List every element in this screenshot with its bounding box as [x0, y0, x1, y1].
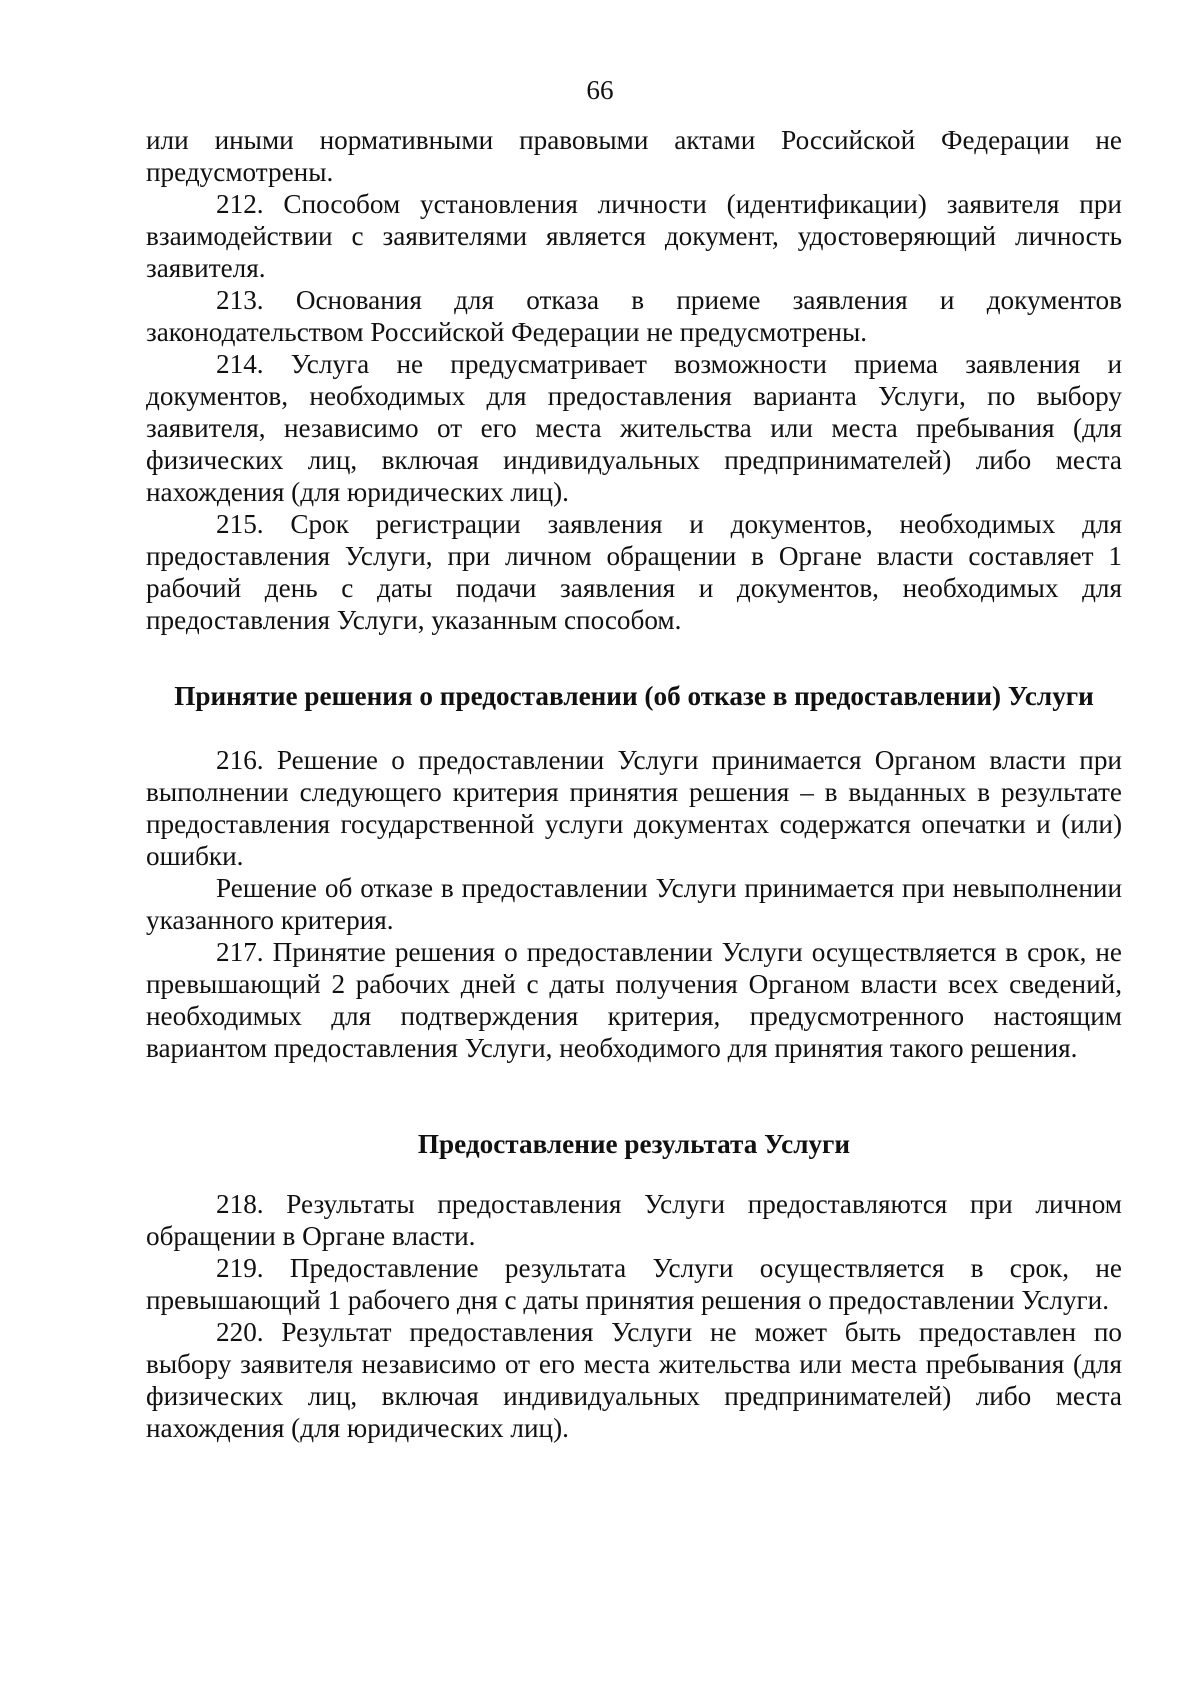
- paragraph-220: 220. Результат предоставления Услуги не может быть предоставлен по выбору заявителя независимо от его места жительства или места пребывания (для физических лиц, включая индивидуальных предпринимателей) либо места нахождения (для юридических лиц).: [146, 1317, 1122, 1443]
- paragraph-continuation: или иными нормативными правовыми актами Российской Федерации не предусмотрены.: [146, 125, 1122, 187]
- paragraph-213: 213. Основания для отказа в приеме заявления и документов законодательством Российской Федерации не предусмотрены.: [146, 285, 1122, 347]
- document-body: [146, 124, 1122, 1444]
- paragraph-219: 219. Предоставление результата Услуги осуществляется в срок, не превышающий 1 рабочего дня с даты принятия решения о предоставлении Услуги.: [146, 1253, 1122, 1315]
- section-heading-result: Предоставление результата Услуги: [417, 1129, 851, 1159]
- page-number: 66: [586, 75, 614, 105]
- paragraph-216: 216. Решение о предоставлении Услуги принимается Органом власти при выполнении следующего критерия принятия решения – в выданных в результате предоставления государственной услуги документах содержатся опечатки и (или) ошибки.: [146, 745, 1122, 871]
- section-heading-decision: Принятие решения о предоставлении (об отказе в предоставлении) Услуги: [174, 681, 1094, 711]
- paragraph-215: 215. Срок регистрации заявления и документов, необходимых для предоставления Услуги, при личном обращении в Органе власти составляет 1 рабочий день с даты подачи заявления и документов, необходимых для предоставления Услуги, указанным способом.: [146, 509, 1122, 635]
- paragraph-214: 214. Услуга не предусматривает возможности приема заявления и документов, необходимых для предоставления варианта Услуги, по выбору заявителя, независимо от его места жительства или места пребывания (для физических лиц, включая индивидуальных предпринимателей) либо места нахождения (для юридических лиц).: [146, 349, 1122, 507]
- paragraph-212: 212. Способом установления личности (идентификации) заявителя при взаимодействии с заявителями является документ, удостоверяющий личность заявителя.: [146, 189, 1122, 283]
- paragraph-217: 217. Принятие решения о предоставлении Услуги осуществляется в срок, не превышающий 2 рабочих дней с даты получения Органом власти всех сведений, необходимых для подтверждения критерия, предусмотренного настоящим вариантом предоставления Услуги, необходимого для принятия такого решения.: [146, 937, 1122, 1063]
- paragraph-refusal-decision: Решение об отказе в предоставлении Услуги принимается при невыполнении указанного критерия.: [146, 873, 1122, 935]
- paragraph-218: 218. Результаты предоставления Услуги предоставляются при личном обращении в Органе власти.: [146, 1189, 1122, 1251]
